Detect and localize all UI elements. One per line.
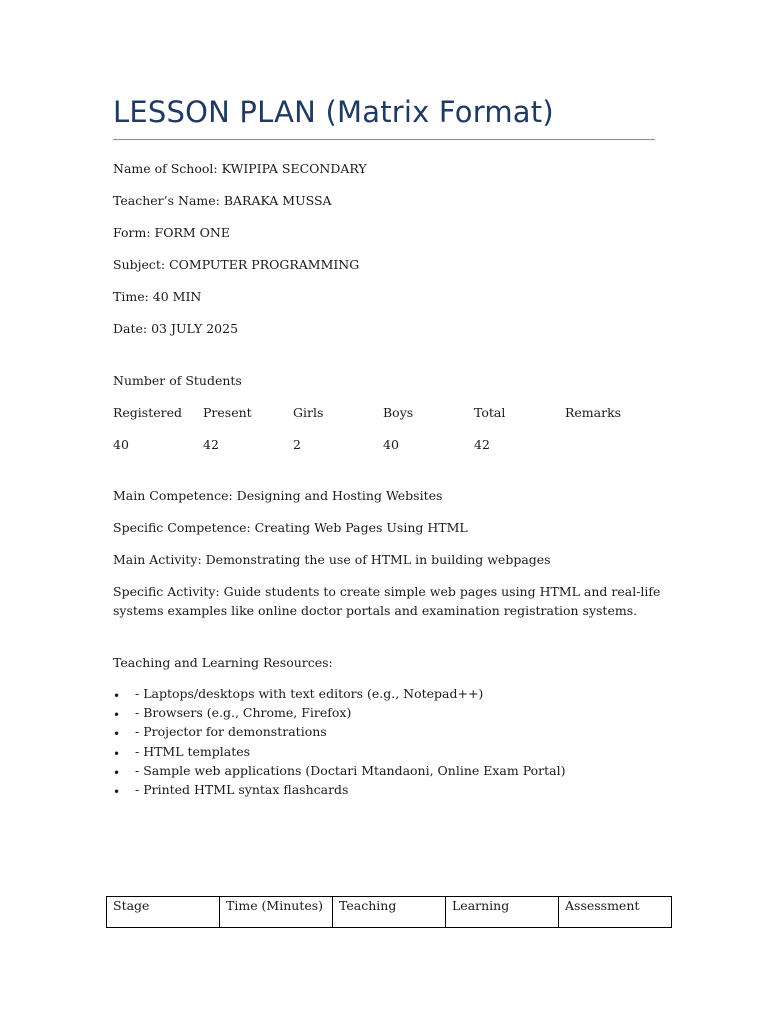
students-header-registered: Registered	[113, 405, 183, 420]
form-line: Form: FORM ONE	[113, 225, 230, 240]
subject-line: Subject: COMPUTER PROGRAMMING	[113, 257, 360, 272]
bullet-icon: •	[113, 708, 121, 723]
matrix-header-stage: Stage	[107, 897, 220, 928]
students-value-total: 42	[474, 437, 490, 452]
document-title: LESSON PLAN (Matrix Format)	[113, 95, 554, 129]
date-line: Date: 03 JULY 2025	[113, 321, 239, 336]
students-header-remarks: Remarks	[565, 405, 622, 420]
school-name-line: Name of School: KWIPIPA SECONDARY	[113, 161, 367, 176]
list-item-text: - Projector for demonstrations	[135, 724, 327, 740]
lesson-matrix-table	[106, 896, 672, 928]
bullet-icon: •	[113, 784, 121, 799]
list-item-text: - Sample web applications (Doctari Mtandaoni, Online Exam Portal)	[135, 762, 566, 778]
matrix-header-time: Time (Minutes)	[220, 897, 333, 928]
specific-activity-paragraph: Specific Activity: Guide students to create simple web pages using HTML and real-life systems examples like online doctor portals and examination registration systems.	[113, 584, 661, 618]
main-activity-line: Main Activity: Demonstrating the use of HTML in building webpages	[113, 552, 551, 567]
bullet-icon: •	[113, 765, 121, 780]
title-underline	[113, 139, 655, 140]
students-heading: Number of Students	[113, 373, 242, 388]
students-value-present: 42	[203, 437, 219, 452]
list-item-text: - Browsers (e.g., Chrome, Firefox)	[135, 705, 352, 721]
table-row	[107, 897, 672, 928]
students-header-present: Present	[203, 405, 252, 420]
matrix-header-learning: Learning	[446, 897, 559, 928]
list-item-text: - HTML templates	[135, 743, 251, 759]
teacher-name-line: Teacher’s Name: BARAKA MUSSA	[113, 193, 332, 208]
main-competence-line: Main Competence: Designing and Hosting Websites	[113, 488, 443, 503]
students-value-boys: 40	[383, 437, 399, 452]
matrix-header-assessment: Assessment	[559, 897, 672, 928]
specific-competence-line: Specific Competence: Creating Web Pages Using HTML	[113, 520, 468, 535]
bullet-icon: •	[113, 746, 121, 761]
students-header-total: Total	[474, 405, 506, 420]
resources-heading: Teaching and Learning Resources:	[113, 655, 333, 670]
students-value-girls: 2	[293, 437, 301, 452]
students-header-boys: Boys	[383, 405, 414, 420]
list-item-text: - Printed HTML syntax flashcards	[135, 781, 349, 797]
list-item-text: - Laptops/desktops with text editors (e.g., Notepad++)	[135, 686, 484, 701]
bullet-icon: •	[113, 727, 121, 742]
matrix-header-teaching: Teaching	[333, 897, 446, 928]
students-value-registered: 40	[113, 437, 129, 452]
bullet-icon: •	[113, 689, 121, 703]
students-header-girls: Girls	[293, 405, 324, 420]
time-line: Time: 40 MIN	[113, 289, 202, 304]
